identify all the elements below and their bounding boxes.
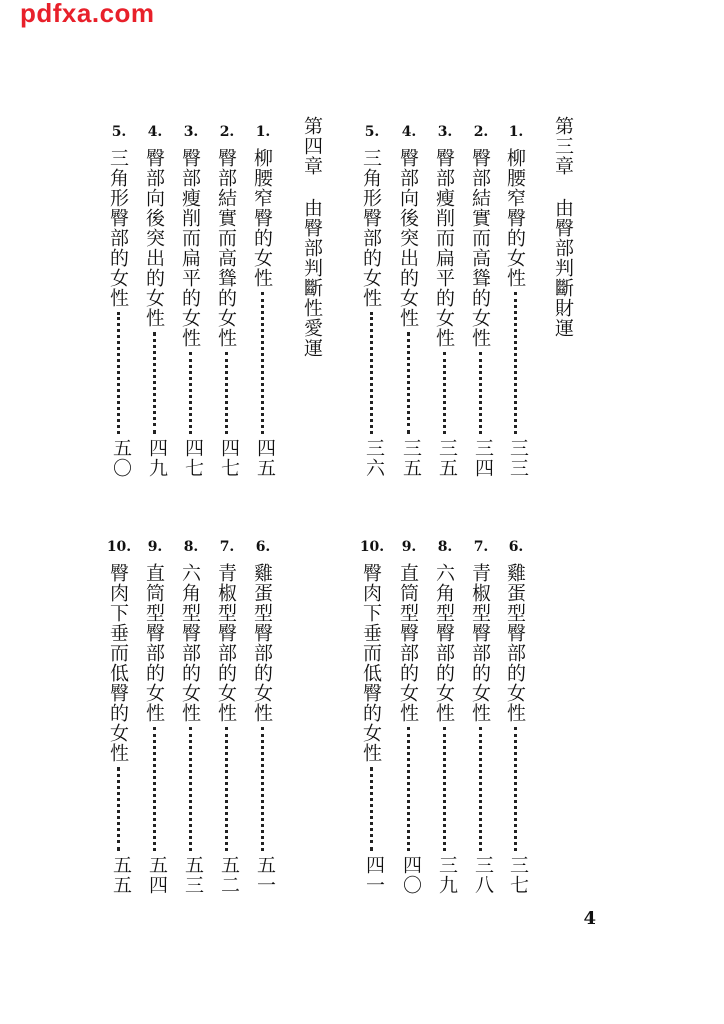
dot-leader [153, 332, 156, 434]
entry-number: 2. [219, 124, 235, 140]
toc-entry[interactable] [144, 148, 163, 328]
toc-entry[interactable] [470, 148, 489, 348]
entry-number: 5. [364, 124, 380, 140]
entry-title: 臀部向後突出的女性 [397, 148, 419, 328]
entry-number: 9. [401, 539, 417, 555]
entry-number: 10. [106, 539, 132, 555]
toc-entry[interactable] [216, 563, 235, 723]
entry-number: 9. [147, 539, 163, 555]
chapter-3-prefix: 第三章 [552, 116, 574, 176]
entry-page-number: 五五 [110, 855, 132, 895]
entry-page-number: 四一 [363, 855, 385, 895]
entry-title: 臀部向後突出的女性 [143, 148, 165, 328]
dot-leader [189, 352, 192, 434]
toc-entry[interactable] [361, 563, 380, 763]
entry-title: 臀部結實而高聳的女性 [469, 148, 491, 348]
entry-number: 6. [508, 539, 524, 555]
dot-leader [117, 767, 120, 851]
chapter-4-heading [302, 116, 321, 358]
dot-leader [225, 727, 228, 851]
entry-title: 雞蛋型臀部的女性 [504, 563, 526, 723]
dot-leader [261, 292, 264, 434]
chapter-4-title: 由臀部判斷性愛運 [301, 198, 323, 358]
toc-entry[interactable] [252, 563, 271, 723]
dot-leader [153, 727, 156, 851]
entry-number: 3. [437, 124, 453, 140]
entry-title: 柳腰窄臀的女性 [504, 148, 526, 288]
entry-number: 10. [359, 539, 385, 555]
entry-number: 6. [255, 539, 271, 555]
entry-title: 臀部瘦削而扁平的女性 [179, 148, 201, 348]
toc-entry[interactable] [216, 148, 235, 348]
entry-page-number: 四七 [182, 438, 204, 478]
toc-entry[interactable] [180, 563, 199, 723]
entry-title: 直筒型臀部的女性 [143, 563, 165, 723]
entry-page-number: 四七 [218, 438, 240, 478]
entry-page-number: 三三 [507, 438, 529, 478]
toc-entry[interactable] [434, 563, 453, 723]
dot-leader [514, 727, 517, 851]
dot-leader [189, 727, 192, 851]
entry-title: 三角形臀部的女性 [107, 148, 129, 308]
entry-page-number: 四〇 [400, 855, 422, 895]
entry-number: 1. [255, 124, 271, 140]
entry-title: 雞蛋型臀部的女性 [251, 563, 273, 723]
entry-page-number: 三九 [436, 855, 458, 895]
entry-page-number: 五四 [146, 855, 168, 895]
toc-entry[interactable] [180, 148, 199, 348]
dot-leader [225, 352, 228, 434]
dot-leader [443, 727, 446, 851]
dot-leader [479, 352, 482, 434]
entry-title: 六角型臀部的女性 [433, 563, 455, 723]
toc-entry[interactable] [505, 148, 524, 288]
toc-entry[interactable] [252, 148, 271, 288]
entry-number: 8. [437, 539, 453, 555]
entry-page-number: 三五 [400, 438, 422, 478]
chapter-4-prefix: 第四章 [301, 116, 323, 176]
entry-page-number: 三五 [436, 438, 458, 478]
dot-leader [370, 767, 373, 851]
toc-entry[interactable] [398, 563, 417, 723]
entry-page-number: 四五 [254, 438, 276, 478]
dot-leader [261, 727, 264, 851]
entry-number: 4. [147, 124, 163, 140]
entry-number: 4. [401, 124, 417, 140]
entry-title: 臀肉下垂而低臀的女性 [360, 563, 382, 763]
page-number: 4 [583, 908, 596, 929]
entry-title: 青椒型臀部的女性 [469, 563, 491, 723]
entry-number: 8. [183, 539, 199, 555]
dot-leader [443, 352, 446, 434]
entry-page-number: 三八 [472, 855, 494, 895]
entry-page-number: 五三 [182, 855, 204, 895]
entry-page-number: 三六 [363, 438, 385, 478]
entry-title: 臀部結實而高聳的女性 [215, 148, 237, 348]
chapter-3-heading [553, 116, 572, 338]
dot-leader [479, 727, 482, 851]
entry-number: 3. [183, 124, 199, 140]
dot-leader [514, 292, 517, 434]
toc-entry[interactable] [505, 563, 524, 723]
entry-title: 三角形臀部的女性 [360, 148, 382, 308]
dot-leader [407, 332, 410, 434]
entry-number: 2. [473, 124, 489, 140]
entry-number: 7. [219, 539, 235, 555]
entry-title: 臀部瘦削而扁平的女性 [433, 148, 455, 348]
entry-page-number: 三四 [472, 438, 494, 478]
entry-title: 臀肉下垂而低臀的女性 [107, 563, 129, 763]
entry-page-number: 三七 [507, 855, 529, 895]
dot-leader [117, 312, 120, 434]
toc-entry[interactable] [144, 563, 163, 723]
toc-entry[interactable] [470, 563, 489, 723]
entry-page-number: 五〇 [110, 438, 132, 478]
entry-number: 5. [111, 124, 127, 140]
chapter-3-title: 由臀部判斷財運 [552, 198, 574, 338]
watermark-logo: pdfxa.com [20, 0, 155, 28]
toc-entry[interactable] [108, 148, 127, 308]
dot-leader [370, 312, 373, 434]
entry-page-number: 五一 [254, 855, 276, 895]
entry-title: 青椒型臀部的女性 [215, 563, 237, 723]
toc-entry[interactable] [434, 148, 453, 348]
entry-page-number: 四九 [146, 438, 168, 478]
entry-number: 7. [473, 539, 489, 555]
entry-number: 1. [508, 124, 524, 140]
entry-page-number: 五二 [218, 855, 240, 895]
dot-leader [407, 727, 410, 851]
entry-title: 六角型臀部的女性 [179, 563, 201, 723]
toc-entry[interactable] [398, 148, 417, 328]
toc-entry[interactable] [108, 563, 127, 763]
toc-entry[interactable] [361, 148, 380, 308]
entry-title: 柳腰窄臀的女性 [251, 148, 273, 288]
entry-title: 直筒型臀部的女性 [397, 563, 419, 723]
